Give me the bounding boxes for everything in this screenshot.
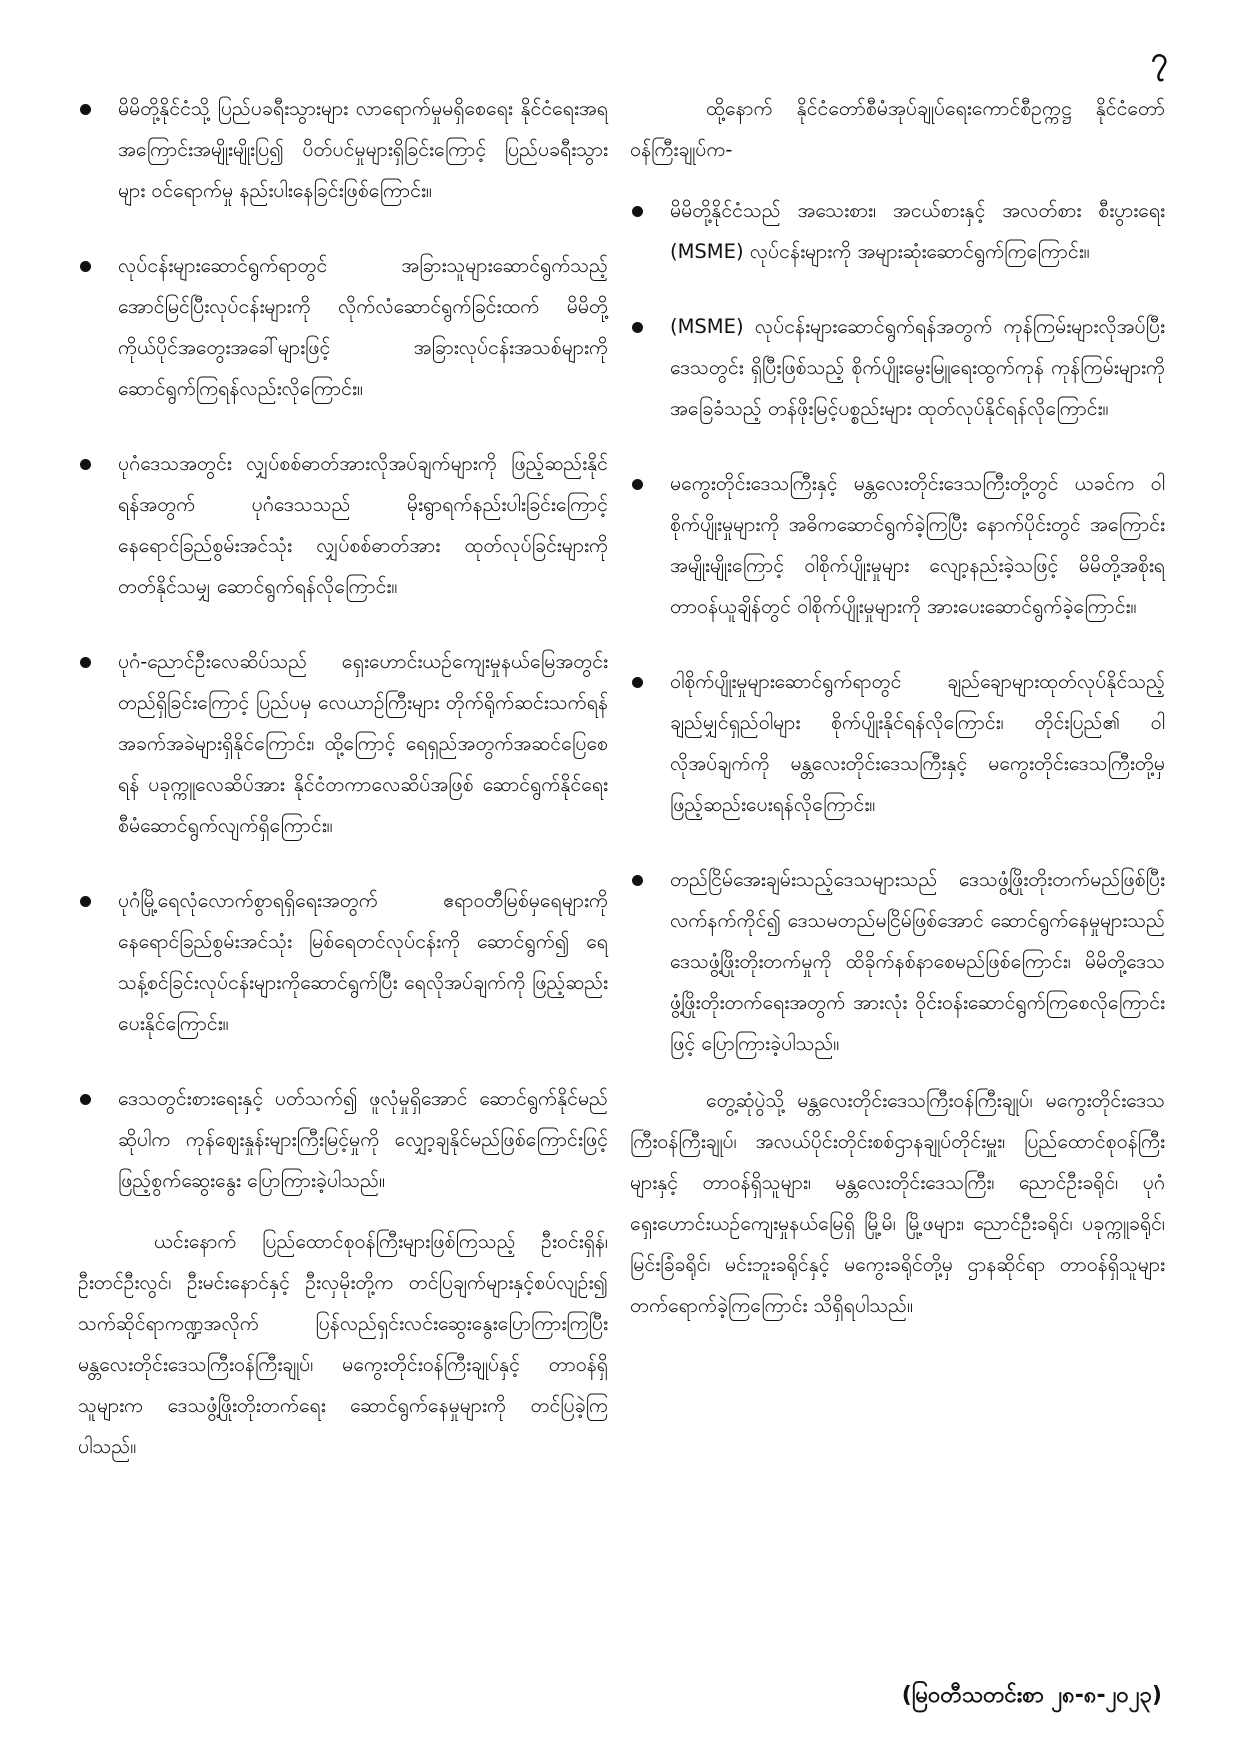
bullet-icon bbox=[632, 322, 643, 333]
list-item bbox=[78, 880, 608, 1044]
page-number: ၇ bbox=[1151, 41, 1168, 76]
list-item bbox=[78, 245, 608, 409]
list-item-text: မိမိတို့နိုင်ငံသို့ ပြည်ပခရီးသွားများ လာရောက်မှုမရှိစေရေး နိုင်ငံရေးအရ အကြောင်းအမျိုးမျိုးပြ၍ ပိတ်ပင်မှုများရှိခြင်းကြောင့် ပြည်ပခရီးသွားများ ဝင်ရောက်မှု နည်းပါးနေခြင်းဖြစ်ကြောင်း။ bbox=[118, 97, 608, 202]
bullet-icon bbox=[80, 459, 91, 470]
list-item-text: ဝါစိုက်ပျိုးမှုများဆောင်ရွက်ရာတွင် ချည်ချောများထုတ်လုပ်နိုင်သည့် ချည်မျှင်ရှည်ဝါများ စိုက်ပျိုးနိုင်ရန်လိုကြောင်း၊ တိုင်းပြည်၏ ဝါလိုအပ်ချက်ကို မန္တလေးတိုင်းဒေသကြီးနှင့် မကွေးတိုင်းဒေသကြီးတို့မှ ဖြည့်ဆည်းပေးရန်လိုကြောင်း။ bbox=[670, 670, 1165, 816]
list-item bbox=[630, 859, 1165, 1064]
list-item-text: ပုဂံဒေသအတွင်း လျှပ်စစ်ဓာတ်အားလိုအပ်ချက်များကို ဖြည့်ဆည်းနိုင်ရန်အတွက် ပုဂံဒေသသည် မိုးရွာရက်နည်းပါးခြင်းကြောင့် နေရောင်ခြည်စွမ်းအင်သုံး လျှပ်စစ်ဓာတ်အား ထုတ်လုပ်ခြင်းများကို တတ်နိုင်သမျှ ဆောင်ရွက်ရန်လိုကြောင်း။ bbox=[118, 452, 608, 598]
list-item-text: တည်ငြိမ်အေးချမ်းသည့်ဒေသများသည် ဒေသဖွံ့ဖြိုးတိုးတက်မည်ဖြစ်ပြီး လက်နက်ကိုင်၍ ဒေသမတည်မငြိမ်ဖြစ်အောင် ဆောင်ရွက်နေမှုများသည် ဒေသဖွံ့ဖြိုးတိုးတက်မှုကို ထိခိုက်နစ်နာစေမည်ဖြစ်ကြောင်း၊ မိမိတို့ဒေသဖွံ့ဖြိုးတိုးတက်ရေးအတွက် အားလုံး ဝိုင်းဝန်းဆောင်ရွက်ကြစေလိုကြောင်းဖြင့် ပြောကြားခဲ့ပါသည်။ bbox=[670, 868, 1165, 1055]
list-item-text: မိမိတို့နိုင်ငံသည် အသေးစား၊ အငယ်စားနှင့် အလတ်စား စီးပွားရေး (MSME) လုပ်ငန်းများကို အများဆုံးဆောင်ရွက်ကြကြောင်း။ bbox=[670, 199, 1165, 263]
body-paragraph: တွေ့ဆုံပွဲသို့ မန္တလေးတိုင်းဒေသကြီးဝန်ကြီးချုပ်၊ မကွေးတိုင်းဒေသကြီးဝန်ကြီးချုပ်၊ အလယ်ပိုင်းတိုင်းစစ်ဌာနချုပ်တိုင်းမှူး၊ ပြည်ထောင်စုဝန်ကြီးများနှင့် တာဝန်ရှိသူများ၊ မန္တလေးတိုင်းဒေသကြီး၊ ညောင်ဦးခရိုင်၊ ပုဂံရှေးဟောင်းယဉ်ကျေးမှုနယ်မြေရှိ မြို့မိ၊ မြို့ဖများ၊ ညောင်ဦးခရိုင်၊ ပခုက္ကူခရိုင်၊ မြင်းခြံခရိုင်၊ မင်းဘူးခရိုင်နှင့် မကွေးခရိုင်တို့မှ ဌာနဆိုင်ရာ တာဝန်ရှိသူများ တက်ရောက်ခဲ့ကြကြောင်း သိရှိရပါသည်။ bbox=[630, 1089, 1165, 1317]
source-citation: (မြဝတီသတင်းစာ ၂၈-၈-၂၀၂၃) bbox=[901, 1683, 1162, 1708]
right-column bbox=[630, 88, 1165, 1354]
body-paragraph: ယင်းနောက် ပြည်ထောင်စုဝန်ကြီးများဖြစ်ကြသည့် ဦးဝင်းရှိန်၊ ဦးတင်ဦးလွင်၊ ဦးမင်းနောင်နှင့် ဦးလှမိုးတို့က တင်ပြချက်များနှင့်စပ်လျဉ်း၍ သက်ဆိုင်ရာကဏ္ဍအလိုက် ပြန်လည်ရှင်းလင်းဆွေးနွေးပြောကြားကြပြီး မန္တလေးတိုင်းဒေသကြီးဝန်ကြီးချုပ်၊ မကွေးတိုင်းဝန်ကြီးချုပ်နှင့် တာဝန်ရှိသူများက ဒေသဖွံ့ဖြိုးတိုးတက်ရေး ဆောင်ရွက်နေမှုများကို တင်ပြခဲ့ကြပါသည်။ bbox=[78, 1230, 608, 1458]
list-item-text: လုပ်ငန်းများဆောင်ရွက်ရာတွင် အခြားသူများဆောင်ရွက်သည့် အောင်မြင်ပြီးလုပ်ငန်းများကို လိုက်လံဆောင်ရွက်ခြင်းထက် မိမိတို့ ကိုယ်ပိုင်အတွေးအခေါ်များဖြင့် အခြားလုပ်ငန်းအသစ်များကို ဆောင်ရွက်ကြရန်လည်းလိုကြောင်း။ bbox=[118, 254, 608, 400]
list-item-text: မကွေးတိုင်းဒေသကြီးနှင့် မန္တလေးတိုင်းဒေသကြီးတို့တွင် ယခင်က ဝါစိုက်ပျိုးမှုများကို အဓိကဆောင်ရွက်ခဲ့ကြပြီး နောက်ပိုင်းတွင် အကြောင်းအမျိုးမျိုးကြောင့် ဝါစိုက်ပျိုးမှုများ လျော့နည်းခဲ့သဖြင့် မိမိတို့အစိုးရတာဝန်ယူချိန်တွင် ဝါစိုက်ပျိုးမှုများကို အားပေးဆောင်ရွက်ခဲ့ကြောင်း။ bbox=[670, 472, 1165, 618]
list-item-text: ပုဂံ-ညောင်ဦးလေဆိပ်သည် ရှေးဟောင်းယဉ်ကျေးမှုနယ်မြေအတွင်းတည်ရှိခြင်းကြောင့် ပြည်ပမှ လေယာဉ်ကြီးများ တိုက်ရိုက်ဆင်းသက်ရန် အခက်အခဲများရှိနိုင်ကြောင်း၊ ထို့ကြောင့် ရေရှည်အတွက်အဆင်ပြေစေရန် ပခုက္ကူလေဆိပ်အား နိုင်ငံတကာလေဆိပ်အဖြစ် ဆောင်ရွက်နိုင်ရေး စီမံဆောင်ရွက်လျက်ရှိကြောင်း။ bbox=[118, 650, 608, 837]
list-item-text: (MSME) လုပ်ငန်းများဆောင်ရွက်ရန်အတွက် ကုန်ကြမ်းများလိုအပ်ပြီး ဒေသတွင်း ရှိပြီးဖြစ်သည့် စိုက်ပျိုးမွေးမြူရေးထွက်ကုန် ကုန်ကြမ်းများကိုအခြေခံသည့် တန်ဖိုးမြင့်ပစ္စည်းများ ထုတ်လုပ်နိုင်ရန်လိုကြောင်း။ bbox=[670, 315, 1165, 420]
bullet-icon bbox=[632, 875, 643, 886]
list-item bbox=[630, 190, 1165, 272]
list-item bbox=[78, 641, 608, 846]
bullet-icon bbox=[632, 479, 643, 490]
list-item bbox=[630, 463, 1165, 627]
list-item-text: ဒေသတွင်းစားရေးနှင့် ပတ်သက်၍ ဖူလုံမှုရှိအောင် ဆောင်ရွက်နိုင်မည်ဆိုပါက ကုန်ဈေးနှုန်းများကြီးမြင့်မှုကို လျှော့ချနိုင်မည်ဖြစ်ကြောင်းဖြင့် ဖြည့်စွက်ဆွေးနွေး ပြောကြားခဲ့ပါသည်။ bbox=[118, 1087, 608, 1192]
right-bullet-list bbox=[630, 190, 1165, 1064]
bullet-icon bbox=[632, 206, 643, 217]
left-column bbox=[78, 88, 608, 1495]
left-bullet-list bbox=[78, 88, 608, 1201]
bullet-icon bbox=[80, 1094, 91, 1105]
bullet-icon bbox=[80, 657, 91, 668]
list-item bbox=[630, 306, 1165, 429]
bullet-icon bbox=[80, 104, 91, 115]
bullet-icon bbox=[80, 896, 91, 907]
bullet-icon bbox=[632, 677, 643, 688]
list-item bbox=[78, 1078, 608, 1201]
bullet-icon bbox=[80, 261, 91, 272]
list-item-text: ပုဂံမြို့ရေလုံလောက်စွာရရှိရေးအတွက် ဧရာဝတီမြစ်မှရေများကို နေရောင်ခြည်စွမ်းအင်သုံး မြစ်ရေတင်လုပ်ငန်းကို ဆောင်ရွက်၍ ရေသန့်စင်ခြင်းလုပ်ငန်းများကိုဆောင်ရွက်ပြီး ရေလိုအပ်ချက်ကို ဖြည့်ဆည်းပေးနိုင်ကြောင်း။ bbox=[118, 889, 608, 1035]
list-item bbox=[630, 661, 1165, 825]
intro-paragraph: ထို့နောက် နိုင်ငံတော်စီမံအုပ်ချုပ်ရေးကောင်စီဥက္ကဋ္ဌ နိုင်ငံတော်ဝန်ကြီးချုပ်က- bbox=[630, 97, 1165, 161]
list-item bbox=[78, 88, 608, 211]
list-item bbox=[78, 443, 608, 607]
